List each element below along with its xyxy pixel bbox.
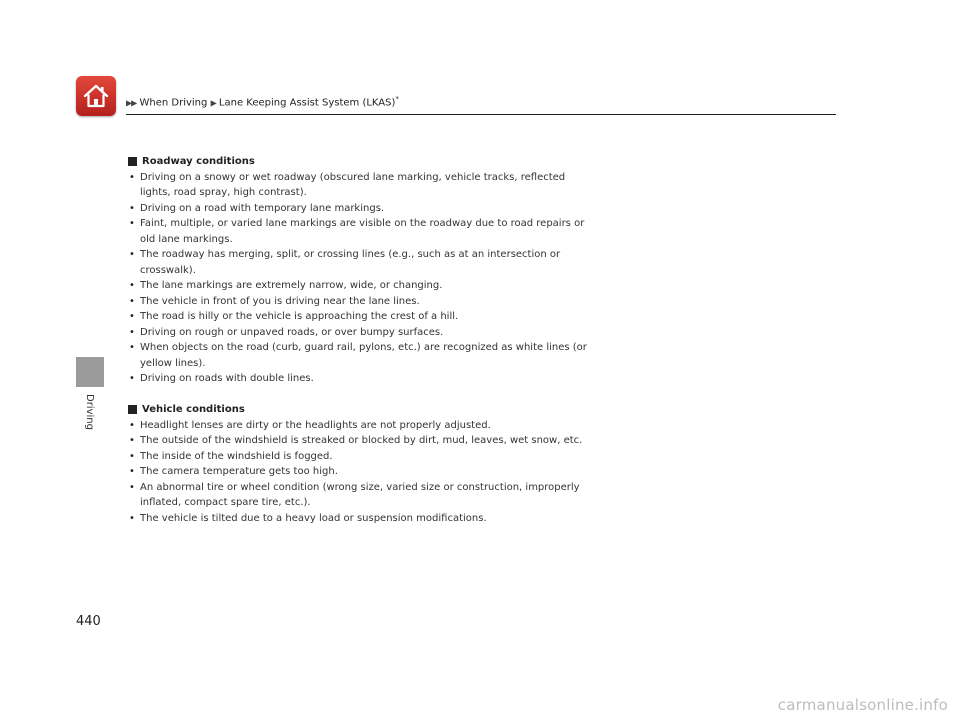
section-heading — [128, 402, 588, 418]
section-label: Driving — [84, 394, 95, 430]
list-item: • Headlight lenses are dirty or the headlights are not properly adjusted. — [128, 418, 588, 434]
header-divider — [126, 114, 836, 115]
list-item: • Driving on rough or unpaved roads, or over bumpy surfaces. — [128, 325, 588, 341]
section-heading — [128, 154, 588, 170]
watermark: carmanualsonline.info — [777, 696, 948, 714]
list-item: • The vehicle in front of you is driving near the lane lines. — [128, 294, 588, 310]
breadcrumb-arrow-icon: ▶ — [210, 98, 216, 108]
list-item: • The vehicle is tilted due to a heavy load or suspension modifications. — [128, 511, 588, 527]
list-item: • Driving on roads with double lines. — [128, 371, 588, 387]
square-bullet-icon — [128, 157, 137, 166]
list-item: • The outside of the windshield is streaked or blocked by dirt, mud, leaves, wet snow, etc. — [128, 433, 588, 449]
section-heading-text: Roadway conditions — [142, 156, 255, 167]
list-item: • The roadway has merging, split, or crossing lines (e.g., such as at an intersection or crosswalk). — [128, 247, 588, 278]
list-item: • The inside of the windshield is fogged. — [128, 449, 588, 465]
list-item: • Faint, multiple, or varied lane markings are visible on the roadway due to road repairs or old lane markings. — [128, 216, 588, 247]
home-button[interactable] — [76, 76, 116, 116]
roadway-conditions-list — [128, 170, 588, 387]
breadcrumb-arrow-icon: ▶▶ — [126, 98, 137, 108]
breadcrumb — [126, 95, 399, 108]
breadcrumb-asterisk: * — [395, 95, 399, 103]
home-icon — [82, 82, 110, 110]
breadcrumb-link-when-driving[interactable]: When Driving — [139, 97, 208, 109]
page-number: 440 — [76, 614, 101, 629]
section-tab — [76, 357, 104, 387]
list-item: • Driving on a snowy or wet roadway (obscured lane marking, vehicle tracks, reflected lights, road spray, high contrast). — [128, 170, 588, 201]
list-item: • The camera temperature gets too high. — [128, 464, 588, 480]
list-item: • An abnormal tire or wheel condition (wrong size, varied size or construction, improperly inflated, compact spare tire, etc.). — [128, 480, 588, 511]
vehicle-conditions-list — [128, 418, 588, 527]
breadcrumb-current-page: Lane Keeping Assist System (LKAS) — [218, 97, 396, 109]
section-heading-text: Vehicle conditions — [142, 404, 245, 415]
list-item: • When objects on the road (curb, guard rail, pylons, etc.) are recognized as white lines (or yellow lines). — [128, 340, 588, 371]
square-bullet-icon — [128, 405, 137, 414]
list-item: • Driving on a road with temporary lane markings. — [128, 201, 588, 217]
list-item: • The lane markings are extremely narrow, wide, or changing. — [128, 278, 588, 294]
list-item: • The road is hilly or the vehicle is approaching the crest of a hill. — [128, 309, 588, 325]
main-content — [128, 154, 588, 526]
